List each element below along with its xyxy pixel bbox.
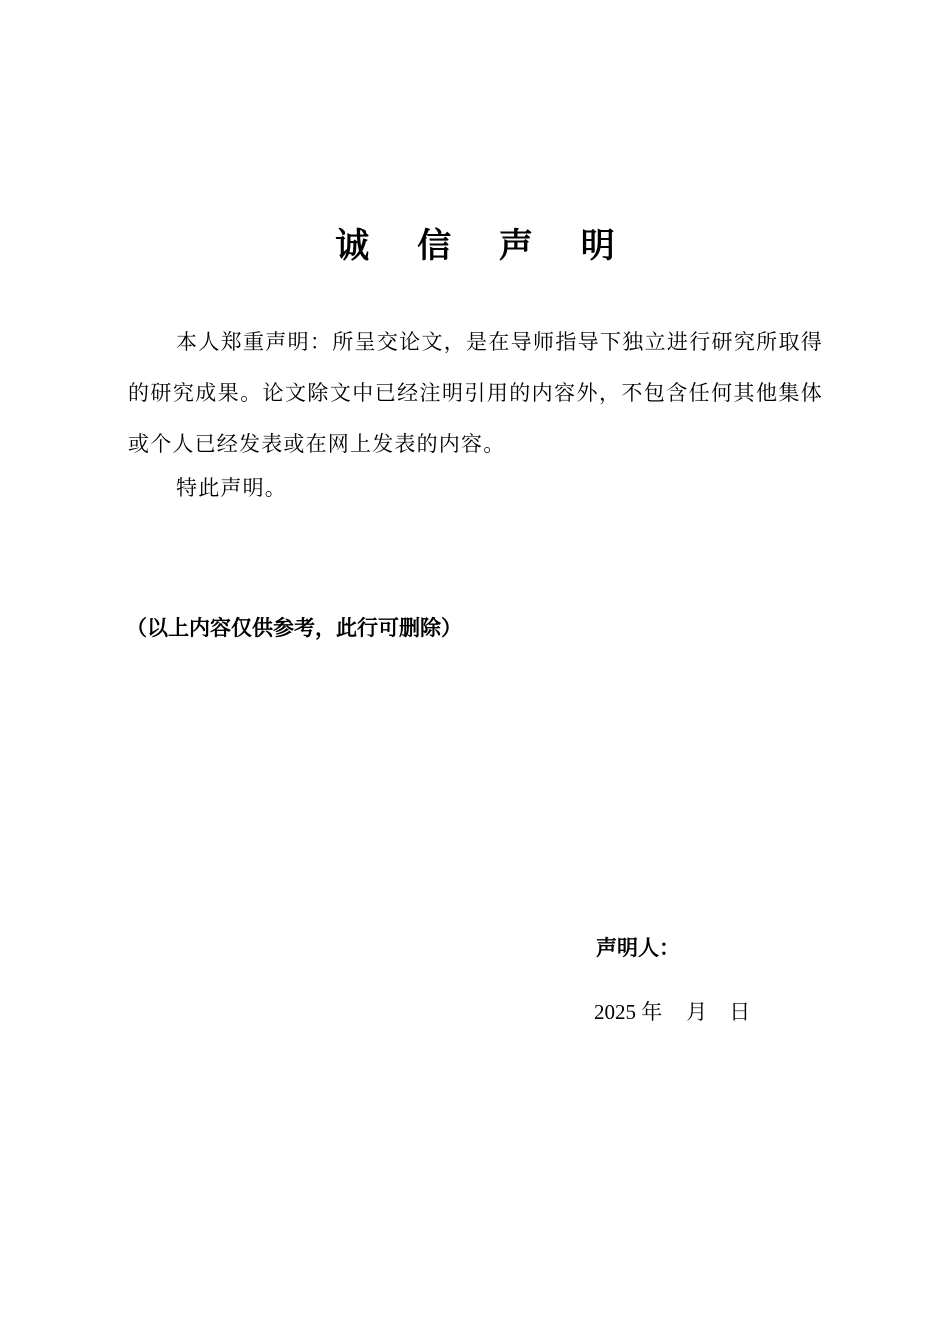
declaration-date bbox=[594, 992, 750, 1032]
date-year: 2025 bbox=[594, 1000, 636, 1024]
signer-label: 声明人： bbox=[596, 936, 680, 960]
reference-note: （以上内容仅供参考，此行可删除） bbox=[126, 616, 462, 640]
date-day-suffix: 日 bbox=[729, 1000, 751, 1024]
date-year-suffix: 年 bbox=[641, 1000, 663, 1024]
date-month-suffix: 月 bbox=[686, 1000, 708, 1024]
declaration-title: 诚 信 声 明 bbox=[335, 226, 633, 266]
declaration-closing: 特此声明。 bbox=[176, 476, 287, 500]
declaration-body: 本人郑重声明：所呈交论文，是在导师指导下独立进行研究所取得的研究成果。论文除文中已经注明引用的内容外，不包含任何其他集体或个人已经发表或在网上发表的内容。 bbox=[128, 330, 823, 456]
